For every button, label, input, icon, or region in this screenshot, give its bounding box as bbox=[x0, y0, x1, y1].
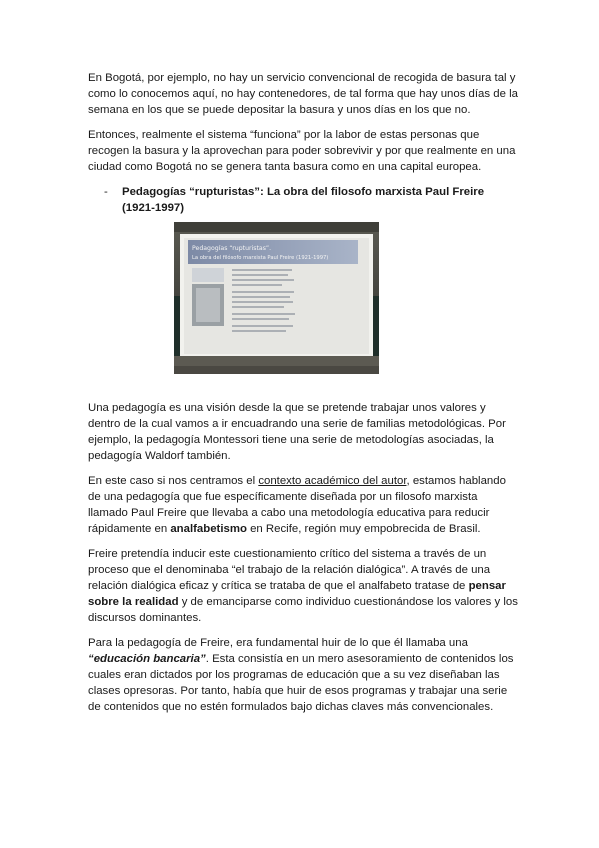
text-run: , estamos hablando de una pedagogía que fue específicamente diseñada por un filosofo marxista llamado Paul Freire que llevaba a cabo una metodología educativa para reducir rápidamente en bbox=[88, 475, 506, 535]
paragraph: Entonces, realmente el sistema “funciona” por la labor de estas personas que recogen la basura y la aprovechan para poder sobrevivir y por que realmente en una ciudad como Bogotá no se genera tanta basura como en una capital europea. bbox=[88, 129, 516, 173]
text-run: Para la pedagogía de Freire, era fundamental huir de lo que él llamaba una bbox=[88, 637, 468, 649]
slide-title-2: La obra del filósofo marxista Paul Freire (1921-1997) bbox=[192, 255, 329, 261]
text-run: Freire pretendía inducir este cuestionamiento crítico del sistema a través de un proceso que el denominaba “el trabajo de la relación dialógica”. A través de una relación dialógica eficaz y crítica se trataba de que el analfabeto tratase de bbox=[88, 548, 491, 592]
list-marker: - bbox=[104, 186, 108, 198]
text-run: . Esta consistía en un mero asesoramiento de contenidos los cuales eran dictados por los programas de educación que a su vez diseñaban las clases opresoras. Por tanto, había que huir de esos programas y trabajar una serie de contenidos que no estén formulados bajo dichas claves más convencionales. bbox=[88, 653, 514, 713]
bold-text: analfabetismo bbox=[170, 523, 247, 535]
underlined-text: contexto académico del autor bbox=[258, 475, 407, 487]
text-run: En este caso si nos centramos el bbox=[88, 475, 259, 487]
paragraph: Una pedagogía es una visión desde la que se pretende trabajar unos valores y dentro de la cual vamos a ir encuadrando una serie de familias metodológicas. Por ejemplo, la pedagogía Montessori tiene una serie de metodologías asociadas, la pedagogía Waldorf también. bbox=[88, 402, 506, 462]
paragraph bbox=[88, 546, 518, 626]
text-run: en Recife, región muy empobrecida de Brasil. bbox=[246, 523, 481, 535]
paragraph bbox=[88, 635, 518, 715]
slide-title-1: Pedagogías “rupturistas”. bbox=[192, 245, 272, 252]
list-item-text: Pedagogías “rupturistas”: La obra del filosofo marxista Paul Freire (1921-1997) bbox=[122, 186, 485, 214]
paragraph bbox=[88, 473, 518, 537]
bold-text: pensar sobre la realidad bbox=[88, 580, 506, 608]
text-run: y de emanciparse como individuo cuestionándose los valores y los discursos dominantes. bbox=[88, 596, 518, 624]
projector-screen-photo bbox=[174, 222, 379, 374]
document-body bbox=[88, 70, 518, 724]
slide-photo bbox=[174, 222, 379, 374]
paragraph: En Bogotá, por ejemplo, no hay un servicio convencional de recogida de basura tal y como lo conocemos aquí, no hay contenedores, de tal forma que hay unos días de la semana en los que se puede depositar la basura y unos días en los que no. bbox=[88, 72, 518, 116]
list-item bbox=[88, 184, 518, 216]
bold-italic-text: “educación bancaria” bbox=[88, 653, 206, 665]
